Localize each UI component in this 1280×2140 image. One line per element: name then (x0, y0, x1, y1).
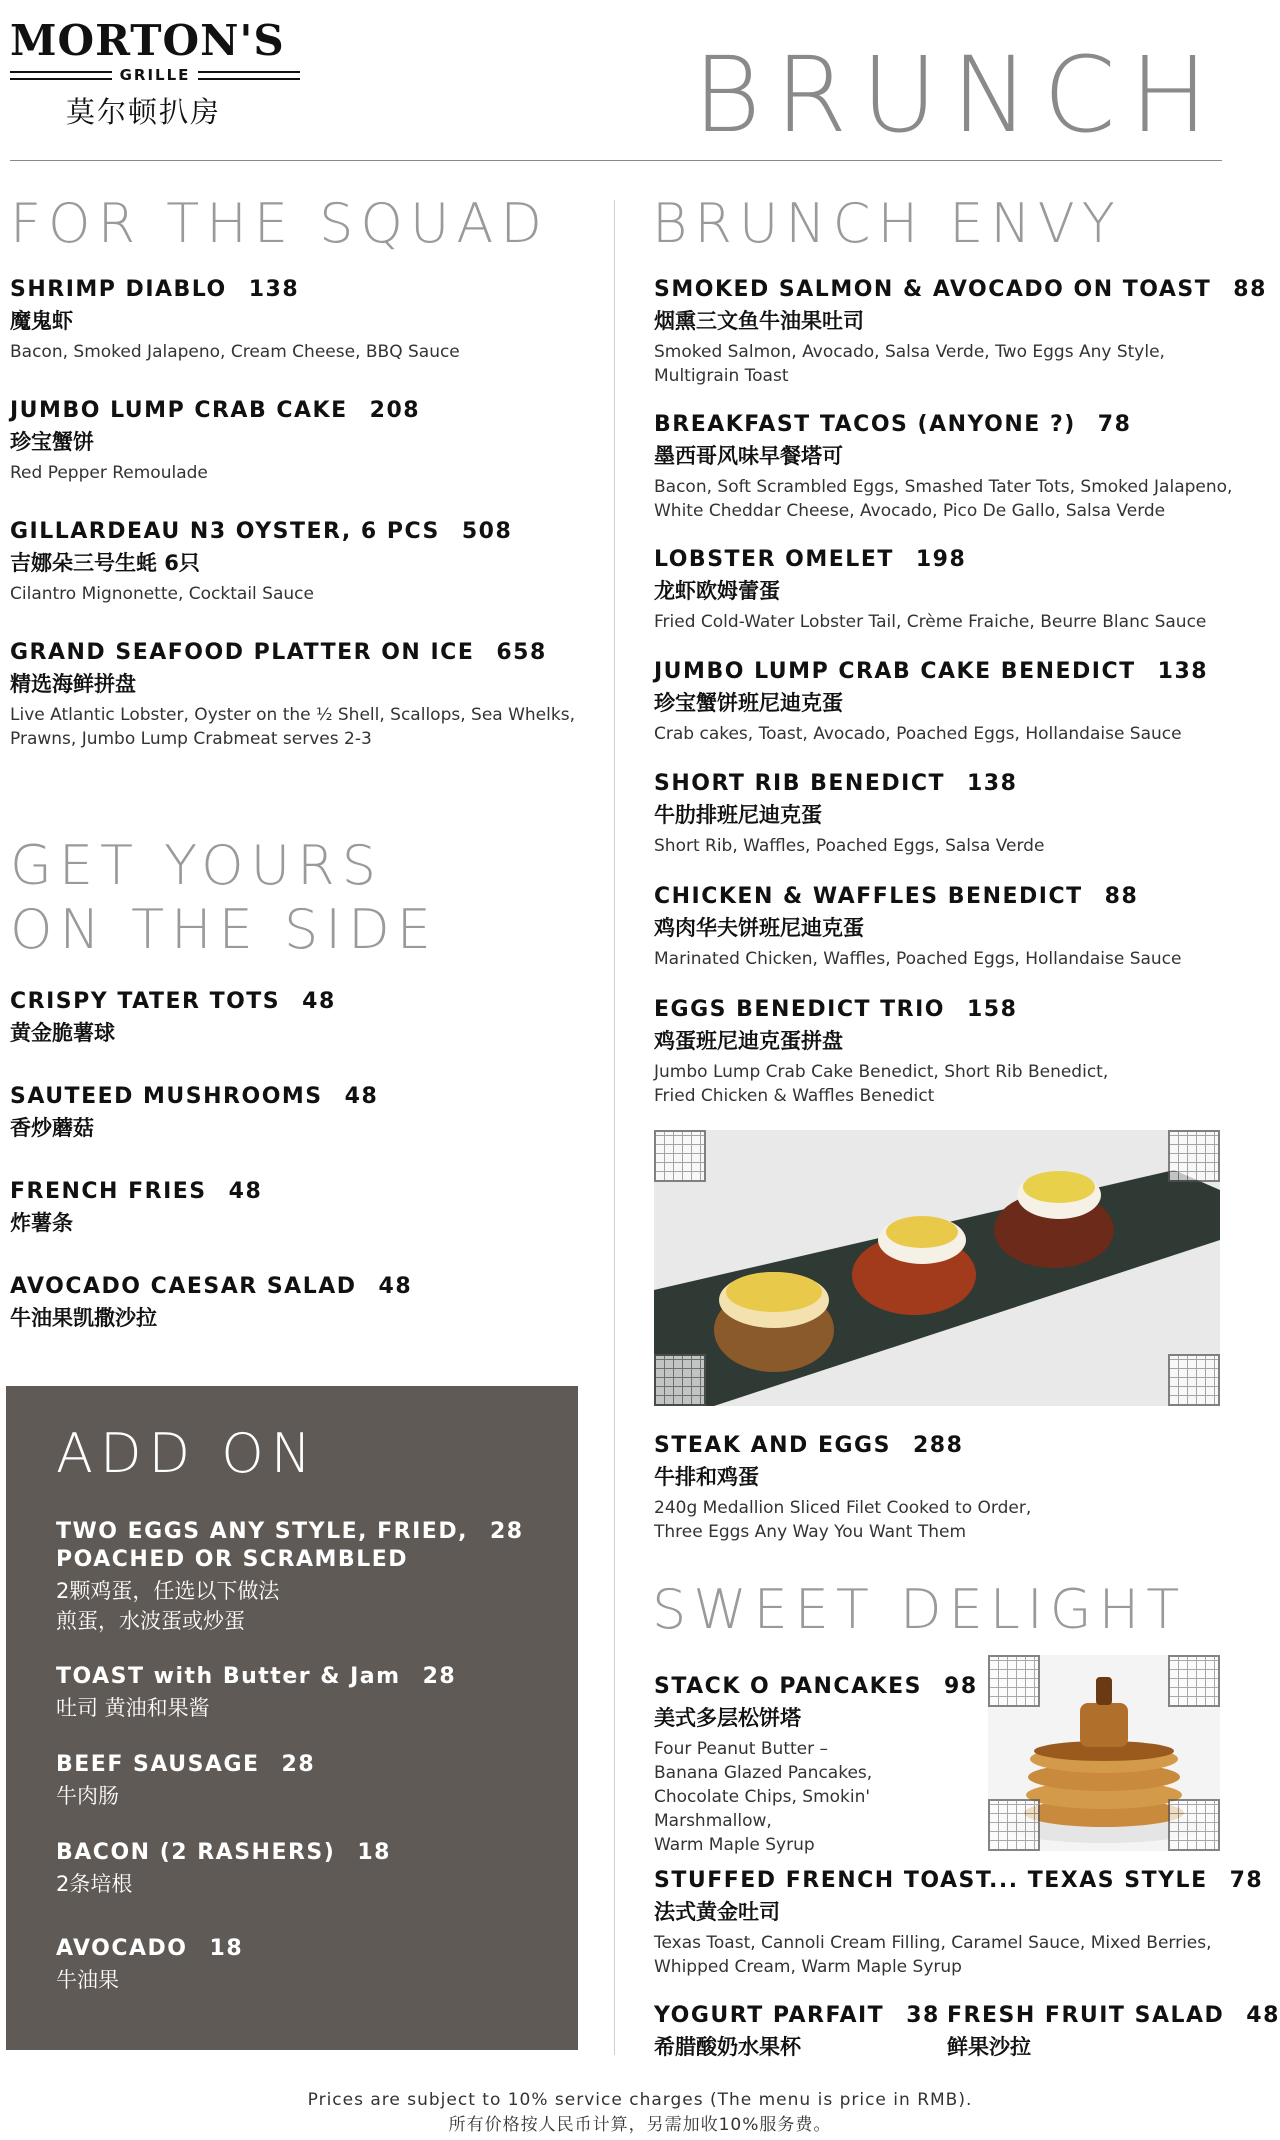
item-name: GRAND SEAFOOD PLATTER ON ICE (10, 640, 475, 665)
item-desc (654, 475, 1254, 523)
item-price: 198 (915, 547, 967, 572)
item-desc: Crab cakes, Toast, Avocado, Poached Eggs, Hollandaise Sauce (654, 724, 1182, 744)
item-price: 48 (302, 989, 336, 1014)
section-title-side (10, 834, 438, 962)
item-name-row (10, 1273, 412, 1301)
item-name-row (56, 1518, 524, 1546)
logo-rule (10, 71, 112, 80)
item-name-row (654, 411, 1254, 439)
item-desc (654, 1737, 984, 1857)
item-name-row (56, 1839, 391, 1867)
item-name: CHICKEN & WAFFLES BENEDICT (654, 884, 1083, 909)
footer-note-en: Prices are subject to 10% service charges (The menu is price in RMB). (307, 2090, 973, 2110)
item-price: 48 (344, 1084, 379, 1109)
item-name-row (56, 1935, 243, 1963)
item-cn: 2条培根 (56, 1872, 133, 1896)
item-name: EGGS BENEDICT TRIO (654, 997, 945, 1022)
item-desc-line: Chocolate Chips, Smokin' Marshmallow, (654, 1787, 871, 1831)
menu-item (654, 276, 1267, 388)
menu-item (654, 1432, 1254, 1544)
item-name: STEAK AND EGGS (654, 1433, 891, 1458)
item-name-row (654, 1673, 984, 1701)
item-price: 18 (357, 1840, 391, 1865)
menu-item (10, 1178, 262, 1238)
item-name: TOAST with Butter & Jam (56, 1664, 401, 1689)
item-name-row (10, 1178, 262, 1206)
menu-item (56, 1663, 456, 1723)
item-desc (654, 1931, 1254, 1979)
item-name: GILLARDEAU N3 OYSTER, 6 PCS (10, 519, 440, 544)
item-name-row (654, 1867, 1264, 1895)
menu-item (947, 2002, 1280, 2062)
item-cn: 龙虾欧姆蕾蛋 (654, 579, 780, 603)
menu-item (654, 1673, 984, 1857)
item-price: 48 (228, 1179, 263, 1204)
item-name: YOGURT PARFAIT (654, 2003, 885, 2028)
ornament-corner (988, 1799, 1040, 1851)
item-cn: 美式多层松饼塔 (654, 1706, 801, 1730)
item-name-row (10, 988, 336, 1016)
item-name: BACON (2 RASHERS) (56, 1840, 336, 1865)
item-desc-line: White Cheddar Cheese, Avocado, Pico De Gallo, Salsa Verde (654, 501, 1166, 521)
item-name-row (56, 1751, 315, 1779)
item-price: 508 (461, 519, 513, 544)
menu-item (10, 1083, 378, 1143)
item-cn: 鸡肉华夫饼班尼迪克蛋 (654, 916, 864, 940)
item-cn: 2颗鸡蛋，任选以下做法 (56, 1579, 280, 1603)
item-price: 138 (1157, 659, 1209, 684)
brand-name: MORTON'S (10, 16, 285, 65)
item-cn: 炸薯条 (10, 1211, 73, 1235)
ornament-corner (1168, 1655, 1220, 1707)
brand-sub: GRILLE (119, 66, 191, 84)
menu-item (10, 639, 580, 751)
menu-item (654, 770, 1254, 858)
menu-item (654, 411, 1254, 523)
menu-item (10, 1273, 412, 1333)
section-title-addon: ADD ON (56, 1422, 319, 1485)
item-price: 138 (966, 771, 1018, 796)
item-price: 18 (209, 1936, 244, 1961)
item-desc-line: Warm Maple Syrup (654, 1835, 815, 1855)
item-cn: 珍宝蟹饼 (10, 430, 94, 454)
item-price: 48 (1246, 2003, 1280, 2028)
item-name-row (654, 996, 1254, 1024)
item-name: STACK O PANCAKES (654, 1674, 923, 1699)
item-price: 288 (912, 1433, 964, 1458)
menu-item (654, 2002, 940, 2062)
ornament-corner (1168, 1354, 1220, 1406)
item-price: 78 (1229, 1868, 1264, 1893)
item-cn: 牛肉肠 (56, 1784, 119, 1808)
item-cn: 精选海鲜拼盘 (10, 672, 136, 696)
item-price: 28 (489, 1519, 524, 1544)
item-desc-line: Three Eggs Any Way You Want Them (654, 1522, 967, 1542)
item-desc (654, 340, 1254, 388)
ornament-corner (1168, 1130, 1220, 1182)
item-desc: Cilantro Mignonette, Cocktail Sauce (10, 584, 314, 604)
item-name-row (654, 276, 1267, 304)
ornament-corner (654, 1354, 706, 1406)
page-title: BRUNCH (692, 34, 1222, 156)
item-name: STUFFED FRENCH TOAST... TEXAS STYLE (654, 1868, 1208, 1893)
item-name-row (10, 397, 600, 425)
item-name: BEEF SAUSAGE (56, 1752, 260, 1777)
item-name-row (654, 1432, 1254, 1460)
item-name-row (56, 1663, 456, 1691)
item-name: SHRIMP DIABLO (10, 277, 227, 302)
item-name: SMOKED SALMON & AVOCADO ON TOAST (654, 277, 1212, 302)
item-name: LOBSTER OMELET (654, 547, 894, 572)
item-price: 138 (248, 277, 300, 302)
item-name: TWO EGGS ANY STYLE, FRIED, (56, 1519, 468, 1544)
section-title-line: ON THE SIDE (10, 898, 438, 961)
menu-item (10, 518, 600, 606)
item-price: 158 (966, 997, 1018, 1022)
item-cn: 烟熏三文鱼牛油果吐司 (654, 309, 864, 333)
item-name: FRESH FRUIT SALAD (947, 2003, 1225, 2028)
item-name: JUMBO LUMP CRAB CAKE BENEDICT (654, 659, 1136, 684)
item-desc (654, 1060, 1254, 1108)
item-name-row (10, 518, 600, 546)
section-title-envy: BRUNCH ENVY (652, 192, 1122, 255)
item-desc: Live Atlantic Lobster, Oyster on the ½ Shell, Scallops, Sea Whelks, Prawns, Jumbo Lump Crabmeat serves 2-3 (10, 705, 575, 749)
item-desc: Red Pepper Remoulade (10, 463, 208, 483)
menu-item (10, 397, 600, 485)
item-price: 88 (1104, 884, 1139, 909)
item-name: SAUTEED MUSHROOMS (10, 1084, 323, 1109)
menu-item (654, 1867, 1264, 1979)
item-cn: 煎蛋，水波蛋或炒蛋 (56, 1609, 245, 1633)
item-price: 28 (281, 1752, 316, 1777)
menu-item (56, 1518, 524, 1636)
item-desc-line: Texas Toast, Cannoli Cream Filling, Caramel Sauce, Mixed Berries, (654, 1933, 1212, 1953)
item-desc-line: Multigrain Toast (654, 366, 789, 386)
item-name: JUMBO LUMP CRAB CAKE (10, 398, 348, 423)
item-cn: 香炒蘑菇 (10, 1116, 94, 1140)
item-name: BREAKFAST TACOS (ANYONE ?) (654, 412, 1076, 437)
item-desc-line: Fried Chicken & Waffles Benedict (654, 1086, 935, 1106)
menu-item (654, 996, 1254, 1108)
brand-cn: 莫尔顿扒房 (66, 95, 222, 129)
benedict-illustration (654, 1130, 1220, 1406)
item-desc-line: Banana Glazed Pancakes, (654, 1763, 873, 1783)
item-desc-line: Whipped Cream, Warm Maple Syrup (654, 1957, 962, 1977)
item-desc-line: 240g Medallion Sliced Filet Cooked to Order, (654, 1498, 1032, 1518)
item-price: 38 (906, 2003, 940, 2028)
item-name-row (10, 1083, 378, 1111)
item-price: 78 (1097, 412, 1132, 437)
item-cn: 牛油果 (56, 1968, 119, 1992)
item-name-row (947, 2002, 1280, 2030)
section-title-squad: FOR THE SQUAD (10, 192, 549, 255)
item-desc: Fried Cold-Water Lobster Tail, Crème Fraiche, Beurre Blanc Sauce (654, 612, 1207, 632)
item-name-row (654, 546, 1254, 574)
item-cn: 牛肋排班尼迪克蛋 (654, 803, 822, 827)
item-name-row (654, 658, 1254, 686)
ornament-corner (1168, 1799, 1220, 1851)
item-name: SHORT RIB BENEDICT (654, 771, 945, 796)
item-name: AVOCADO (56, 1936, 188, 1961)
item-cn: 牛排和鸡蛋 (654, 1465, 759, 1489)
divider (10, 160, 1222, 161)
menu-item (654, 546, 1254, 634)
item-cn: 魔鬼虾 (10, 309, 73, 333)
item-desc-line: Jumbo Lump Crab Cake Benedict, Short Rib Benedict, (654, 1062, 1109, 1082)
item-price: 98 (944, 1674, 978, 1699)
item-name-row (654, 770, 1254, 798)
footer-note-cn: 所有价格按人民币计算，另需加收10%服务费。 (448, 2115, 832, 2135)
menu-item (654, 658, 1254, 746)
item-cn: 吉娜朵三号生蚝 6只 (10, 551, 200, 575)
item-cn: 吐司 黄油和果酱 (56, 1696, 210, 1720)
item-price: 658 (496, 640, 547, 665)
item-name-row (10, 639, 580, 667)
item-price: 208 (369, 398, 421, 423)
item-cn: 鲜果沙拉 (947, 2035, 1031, 2059)
brand-logo (10, 18, 300, 131)
item-name-row (654, 883, 1254, 911)
item-cn: 珍宝蟹饼班尼迪克蛋 (654, 691, 843, 715)
brand-sub-row (10, 66, 300, 84)
item-cn: 希腊酸奶水果杯 (654, 2035, 801, 2059)
menu-item (56, 1751, 315, 1811)
pancake-photo (988, 1655, 1220, 1851)
item-price: 28 (422, 1664, 457, 1689)
item-price: 88 (1233, 277, 1267, 302)
item-desc (654, 1496, 1254, 1544)
item-name-row (654, 2002, 940, 2030)
benedict-photo (654, 1130, 1220, 1406)
item-name-row (10, 276, 600, 304)
item-cn: 墨西哥风味早餐塔可 (654, 444, 843, 468)
item-name: FRENCH FRIES (10, 1179, 207, 1204)
item-desc-line: Bacon, Soft Scrambled Eggs, Smashed Tater Tots, Smoked Jalapeno, (654, 477, 1233, 497)
logo-rule (198, 71, 300, 80)
section-title-line: GET YOURS (10, 834, 383, 897)
addon-box (6, 1386, 578, 2050)
item-name-line2: POACHED OR SCRAMBLED (56, 1547, 408, 1572)
menu-item (56, 1839, 391, 1899)
item-name: CRISPY TATER TOTS (10, 989, 281, 1014)
menu-item (10, 276, 600, 364)
item-cn: 牛油果凯撒沙拉 (10, 1306, 157, 1330)
item-cn: 鸡蛋班尼迪克蛋拼盘 (654, 1029, 843, 1053)
item-desc-line: Four Peanut Butter – (654, 1739, 829, 1759)
menu-item (654, 883, 1254, 971)
item-desc: Short Rib, Waffles, Poached Eggs, Salsa Verde (654, 836, 1045, 856)
ornament-corner (988, 1655, 1040, 1707)
column-divider (614, 200, 615, 2055)
item-price: 48 (378, 1274, 413, 1299)
ornament-corner (654, 1130, 706, 1182)
item-name: AVOCADO CAESAR SALAD (10, 1274, 357, 1299)
item-desc-line: Smoked Salmon, Avocado, Salsa Verde, Two Eggs Any Style, (654, 342, 1165, 362)
menu-item (56, 1935, 243, 1995)
item-desc: Bacon, Smoked Jalapeno, Cream Cheese, BBQ Sauce (10, 342, 460, 362)
menu-item (10, 988, 336, 1048)
item-cn: 法式黄金吐司 (654, 1900, 780, 1924)
item-desc: Marinated Chicken, Waffles, Poached Eggs, Hollandaise Sauce (654, 949, 1182, 969)
section-title-sweet: SWEET DELIGHT (652, 1578, 1187, 1641)
item-cn: 黄金脆薯球 (10, 1021, 115, 1045)
